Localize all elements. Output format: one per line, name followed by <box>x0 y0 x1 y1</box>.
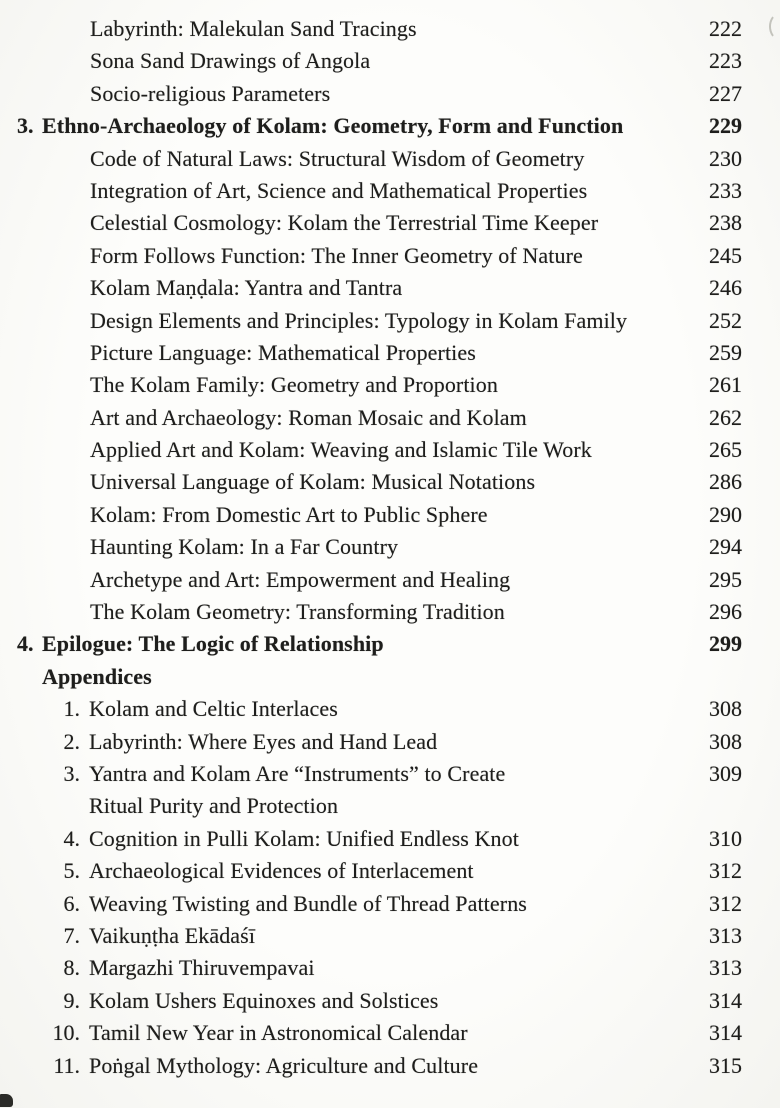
toc-entry-page: 299 <box>709 631 742 657</box>
toc-entry-page: 314 <box>709 987 742 1013</box>
toc-entry-title: Kolam Ushers Equinoxes and Solstices <box>89 987 439 1013</box>
toc-entry <box>0 1017 780 1049</box>
toc-entry <box>0 661 780 693</box>
toc-entry <box>0 920 780 952</box>
toc-entry-page: 313 <box>709 955 742 981</box>
toc-entry-number: 11. <box>53 1052 80 1078</box>
toc-entry-title: Applied Art and Kolam: Weaving and Islamic Tile Work <box>90 437 592 463</box>
toc-entry-page: 308 <box>709 728 742 754</box>
toc-entry-page: 223 <box>709 48 742 74</box>
toc-entry-page: 265 <box>709 437 742 463</box>
toc-entry <box>0 985 780 1017</box>
toc-entry <box>0 240 780 272</box>
toc-entry <box>0 1050 780 1082</box>
toc-entry-title: Appendices <box>42 663 152 689</box>
toc-entry-page: 296 <box>709 599 742 625</box>
toc-entry-page: 314 <box>709 1020 742 1046</box>
toc-entry-page: 222 <box>709 16 742 41</box>
toc-entry-title: Tamil New Year in Astronomical Calendar <box>89 1020 468 1046</box>
toc-entry-number: 1. <box>63 696 80 722</box>
toc-entry-title: Haunting Kolam: In a Far Country <box>90 534 399 560</box>
toc-entry <box>0 888 780 920</box>
toc-entry-title: Ritual Purity and Protection <box>89 793 339 819</box>
toc-entry-title: Cognition in Pulli Kolam: Unified Endless Knot <box>89 825 519 851</box>
toc-entry-title: Epilogue: The Logic of Relationship <box>42 631 384 657</box>
toc-entry <box>0 402 780 434</box>
toc-entry-page: 294 <box>709 534 742 560</box>
toc-entry-title: Sona Sand Drawings of Angola <box>90 48 371 74</box>
toc-entry-title: Kolam Maṇḍala: Yantra and Tantra <box>90 275 403 301</box>
toc-entry-title: Celestial Cosmology: Kolam the Terrestrial Time Keeper <box>90 210 599 236</box>
toc-entry-title: Art and Archaeology: Roman Mosaic and Kolam <box>90 404 527 430</box>
toc-entry-title: Integration of Art, Science and Mathematical Properties <box>90 177 588 203</box>
toc-entry-title: Form Follows Function: The Inner Geometry of Nature <box>90 242 583 268</box>
toc-entry-page: 238 <box>709 210 742 236</box>
toc-entry-title: Design Elements and Principles: Typology in Kolam Family <box>90 307 628 333</box>
toc-entry <box>0 337 780 369</box>
toc-entry-page: 313 <box>709 922 742 948</box>
toc-entry-page: 246 <box>709 275 742 301</box>
toc-entry-number: 2. <box>63 728 80 754</box>
toc-entry <box>0 499 780 531</box>
toc-entry-number: 6. <box>63 890 80 916</box>
toc-entry-title: The Kolam Geometry: Transforming Tradition <box>90 599 505 625</box>
toc-entry-page: 262 <box>709 404 742 430</box>
toc-entry-title: Margazhi Thiruvempavai <box>89 955 315 981</box>
toc-entry-page: 290 <box>709 501 742 527</box>
toc-entry-title: Labyrinth: Where Eyes and Hand Lead <box>89 728 438 754</box>
toc-entry <box>0 596 780 628</box>
toc-entry-number: 10. <box>52 1020 80 1046</box>
toc-entry-page: 312 <box>709 858 742 884</box>
toc-entry-number: 4. <box>63 825 80 851</box>
toc-entry-page: 245 <box>709 242 742 268</box>
toc-entry-title: Picture Language: Mathematical Properties <box>90 339 476 365</box>
toc-entry <box>0 110 780 142</box>
toc-entry-number: 7. <box>63 922 80 948</box>
toc-entry-page: 227 <box>709 80 742 106</box>
toc-entry <box>0 45 780 77</box>
toc-entry-page: 261 <box>709 372 742 398</box>
toc-entry-page: 233 <box>709 177 742 203</box>
toc-entry-page: 315 <box>709 1052 742 1078</box>
toc-entry-title: Code of Natural Laws: Structural Wisdom of Geometry <box>90 145 585 171</box>
toc-entry-number: 5. <box>63 858 80 884</box>
toc-entry-page: 295 <box>709 566 742 592</box>
toc-entry-title: Socio-religious Parameters <box>90 80 331 106</box>
toc-entry-page: 230 <box>709 145 742 171</box>
toc-entry-title: Weaving Twisting and Bundle of Thread Patterns <box>89 890 527 916</box>
toc-entry-page: 312 <box>709 890 742 916</box>
toc-entry-number: 8. <box>63 955 80 981</box>
toc-entry-title: Labyrinth: Malekulan Sand Tracings <box>90 16 417 41</box>
toc-entry <box>0 78 780 110</box>
toc-entry <box>0 952 780 984</box>
toc-entry-page: 259 <box>709 339 742 365</box>
toc-entry <box>0 693 780 725</box>
toc-entry-number: 4. <box>17 631 34 657</box>
toc-entry-title: Universal Language of Kolam: Musical Notations <box>90 469 536 495</box>
toc-entry <box>0 175 780 207</box>
toc-entry <box>0 564 780 596</box>
toc-entry <box>0 790 780 822</box>
toc-entry-title: Ethno-Archaeology of Kolam: Geometry, Form and Function <box>42 113 624 139</box>
toc-entry <box>0 466 780 498</box>
toc-entry <box>0 726 780 758</box>
toc-entry-page: 229 <box>709 113 742 139</box>
toc-entry <box>0 369 780 401</box>
toc-entry-page: 308 <box>709 696 742 722</box>
toc-entry-title: Kolam and Celtic Interlaces <box>89 696 338 722</box>
toc-entry-number: 9. <box>63 987 80 1013</box>
toc-entry-title: Archaeological Evidences of Interlacement <box>89 858 474 884</box>
corner-smudge-mark <box>0 1094 13 1107</box>
toc-entry <box>0 434 780 466</box>
toc-entry-title: Vaikuṇṭha Ekādaśī <box>89 922 256 948</box>
toc-entry-title: Kolam: From Domestic Art to Public Sphere <box>90 501 488 527</box>
toc-entry-title: Poṅgal Mythology: Agriculture and Culture <box>89 1052 479 1078</box>
toc-entry <box>0 305 780 337</box>
toc-entry <box>0 13 780 45</box>
toc-entry <box>0 272 780 304</box>
toc-entry-title: Yantra and Kolam Are “Instruments” to Create <box>89 760 506 786</box>
toc-entry <box>0 143 780 175</box>
toc-entry-page: 309 <box>709 760 742 786</box>
toc-entry <box>0 628 780 660</box>
toc-entry-page: 252 <box>709 307 742 333</box>
toc-entry-number: 3. <box>63 760 80 786</box>
toc-entry <box>0 531 780 563</box>
toc-entry <box>0 207 780 239</box>
toc-entry-page: 310 <box>709 825 742 851</box>
toc-entry <box>0 758 780 790</box>
toc-entry-title: The Kolam Family: Geometry and Proportion <box>90 372 498 398</box>
toc-entry-number: 3. <box>17 113 34 139</box>
toc-entry-page: 286 <box>709 469 742 495</box>
toc-entry-title: Archetype and Art: Empowerment and Healing <box>90 566 511 592</box>
toc-entry <box>0 823 780 855</box>
toc-list <box>0 13 780 1082</box>
toc-entry <box>0 855 780 887</box>
